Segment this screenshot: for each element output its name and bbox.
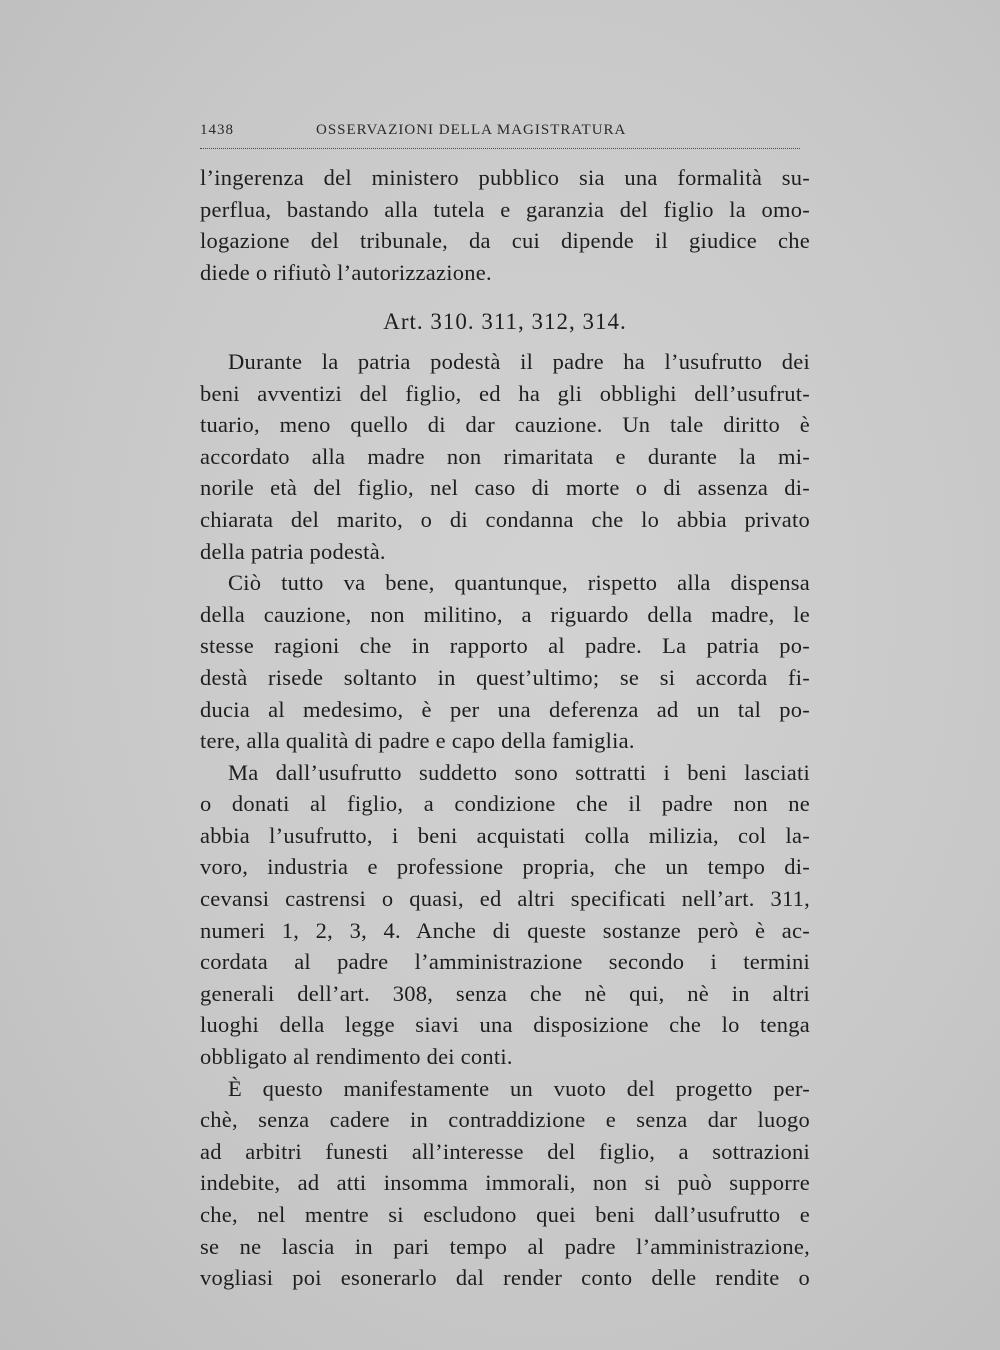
text-line: voro, industria e professione propria, che un tempo di- <box>200 854 810 880</box>
text-line: tere, alla qualità di padre e capo della famiglia. <box>200 728 635 754</box>
text-line: l’ingerenza del ministero pubblico sia una formalità su- <box>200 165 810 190</box>
text-line: ad arbitri funesti all’interesse del figlio, a sottrazioni <box>200 1138 810 1164</box>
text-line: vogliasi poi esonerarlo dal render conto delle rendite o <box>200 1265 810 1291</box>
text-line: logazione del tribunale, da cui dipende il giudice che <box>200 228 810 254</box>
article-heading: Art. 310. 311, 312, 314. <box>383 309 627 335</box>
text-line: cordata al padre l’amministrazione secondo i termini <box>200 949 810 975</box>
paragraph-first-line: È questo manifestamente un vuoto del progetto per- <box>228 1075 810 1101</box>
text-line: obbligato al rendimento dei conti. <box>200 1044 513 1070</box>
paragraph-first-line: Ciò tutto va bene, quantunque, rispetto alla dispensa <box>228 570 810 596</box>
text-line: che, nel mentre si escludono quei beni dall’usufrutto e <box>200 1202 810 1227</box>
text-line: accordato alla madre non rimaritata e durante la mi- <box>200 443 810 469</box>
text-line: della patria podestà. <box>200 538 386 564</box>
text-line: perflua, bastando alla tutela e garanzia del figlio la omo- <box>200 196 810 222</box>
text-line: stesse ragioni che in rapporto al padre. La patria po- <box>200 633 810 659</box>
text-line: generali dell’art. 308, senza che nè qui, nè in altri <box>200 980 810 1006</box>
page-number: 1438 <box>200 122 234 138</box>
text-line: della cauzione, non militino, a riguardo della madre, le <box>200 601 810 627</box>
header-rule <box>200 148 800 149</box>
text-line: o donati al figlio, a condizione che il padre non ne <box>200 791 810 817</box>
text-line: norile età del figlio, nel caso di morte o di assenza di- <box>200 475 810 501</box>
text-line: tuario, meno quello di dar cauzione. Un tale diritto è <box>200 412 810 438</box>
running-head: OSSERVAZIONI DELLA MAGISTRATURA <box>316 122 627 138</box>
text-line: diede o rifiutò l’autorizzazione. <box>200 259 492 285</box>
text-line: indebite, ad atti insomma immorali, non si può supporre <box>200 1170 810 1196</box>
paragraph-first-line: Durante la patria podestà il padre ha l’usufrutto dei <box>228 348 810 374</box>
text-line: beni avventizi del figlio, ed ha gli obblighi dell’usufrut- <box>200 380 810 406</box>
text-line: destà risede soltanto in quest’ultimo; se si accorda fi- <box>200 664 810 690</box>
body-text <box>200 162 810 1294</box>
text-line: ducia al medesimo, è per una deferenza ad un tal po- <box>200 696 810 722</box>
text-line: chè, senza cadere in contraddizione e senza dar luogo <box>200 1107 810 1133</box>
text-line: numeri 1, 2, 3, 4. Anche di queste sostanze però è ac- <box>200 917 810 943</box>
text-line: cevansi castrensi o quasi, ed altri specificati nell’art. 311, <box>200 886 810 912</box>
text-line: chiarata del marito, o di condanna che lo abbia privato <box>200 506 810 532</box>
text-line: se ne lascia in pari tempo al padre l’amministrazione, <box>200 1233 810 1259</box>
text-line: abbia l’usufrutto, i beni acquistati colla milizia, col la- <box>200 822 810 848</box>
text-line: luoghi della legge siavi una disposizione che lo tenga <box>200 1012 810 1038</box>
paragraph-first-line: Ma dall’usufrutto suddetto sono sottratti i beni lasciati <box>228 759 810 785</box>
